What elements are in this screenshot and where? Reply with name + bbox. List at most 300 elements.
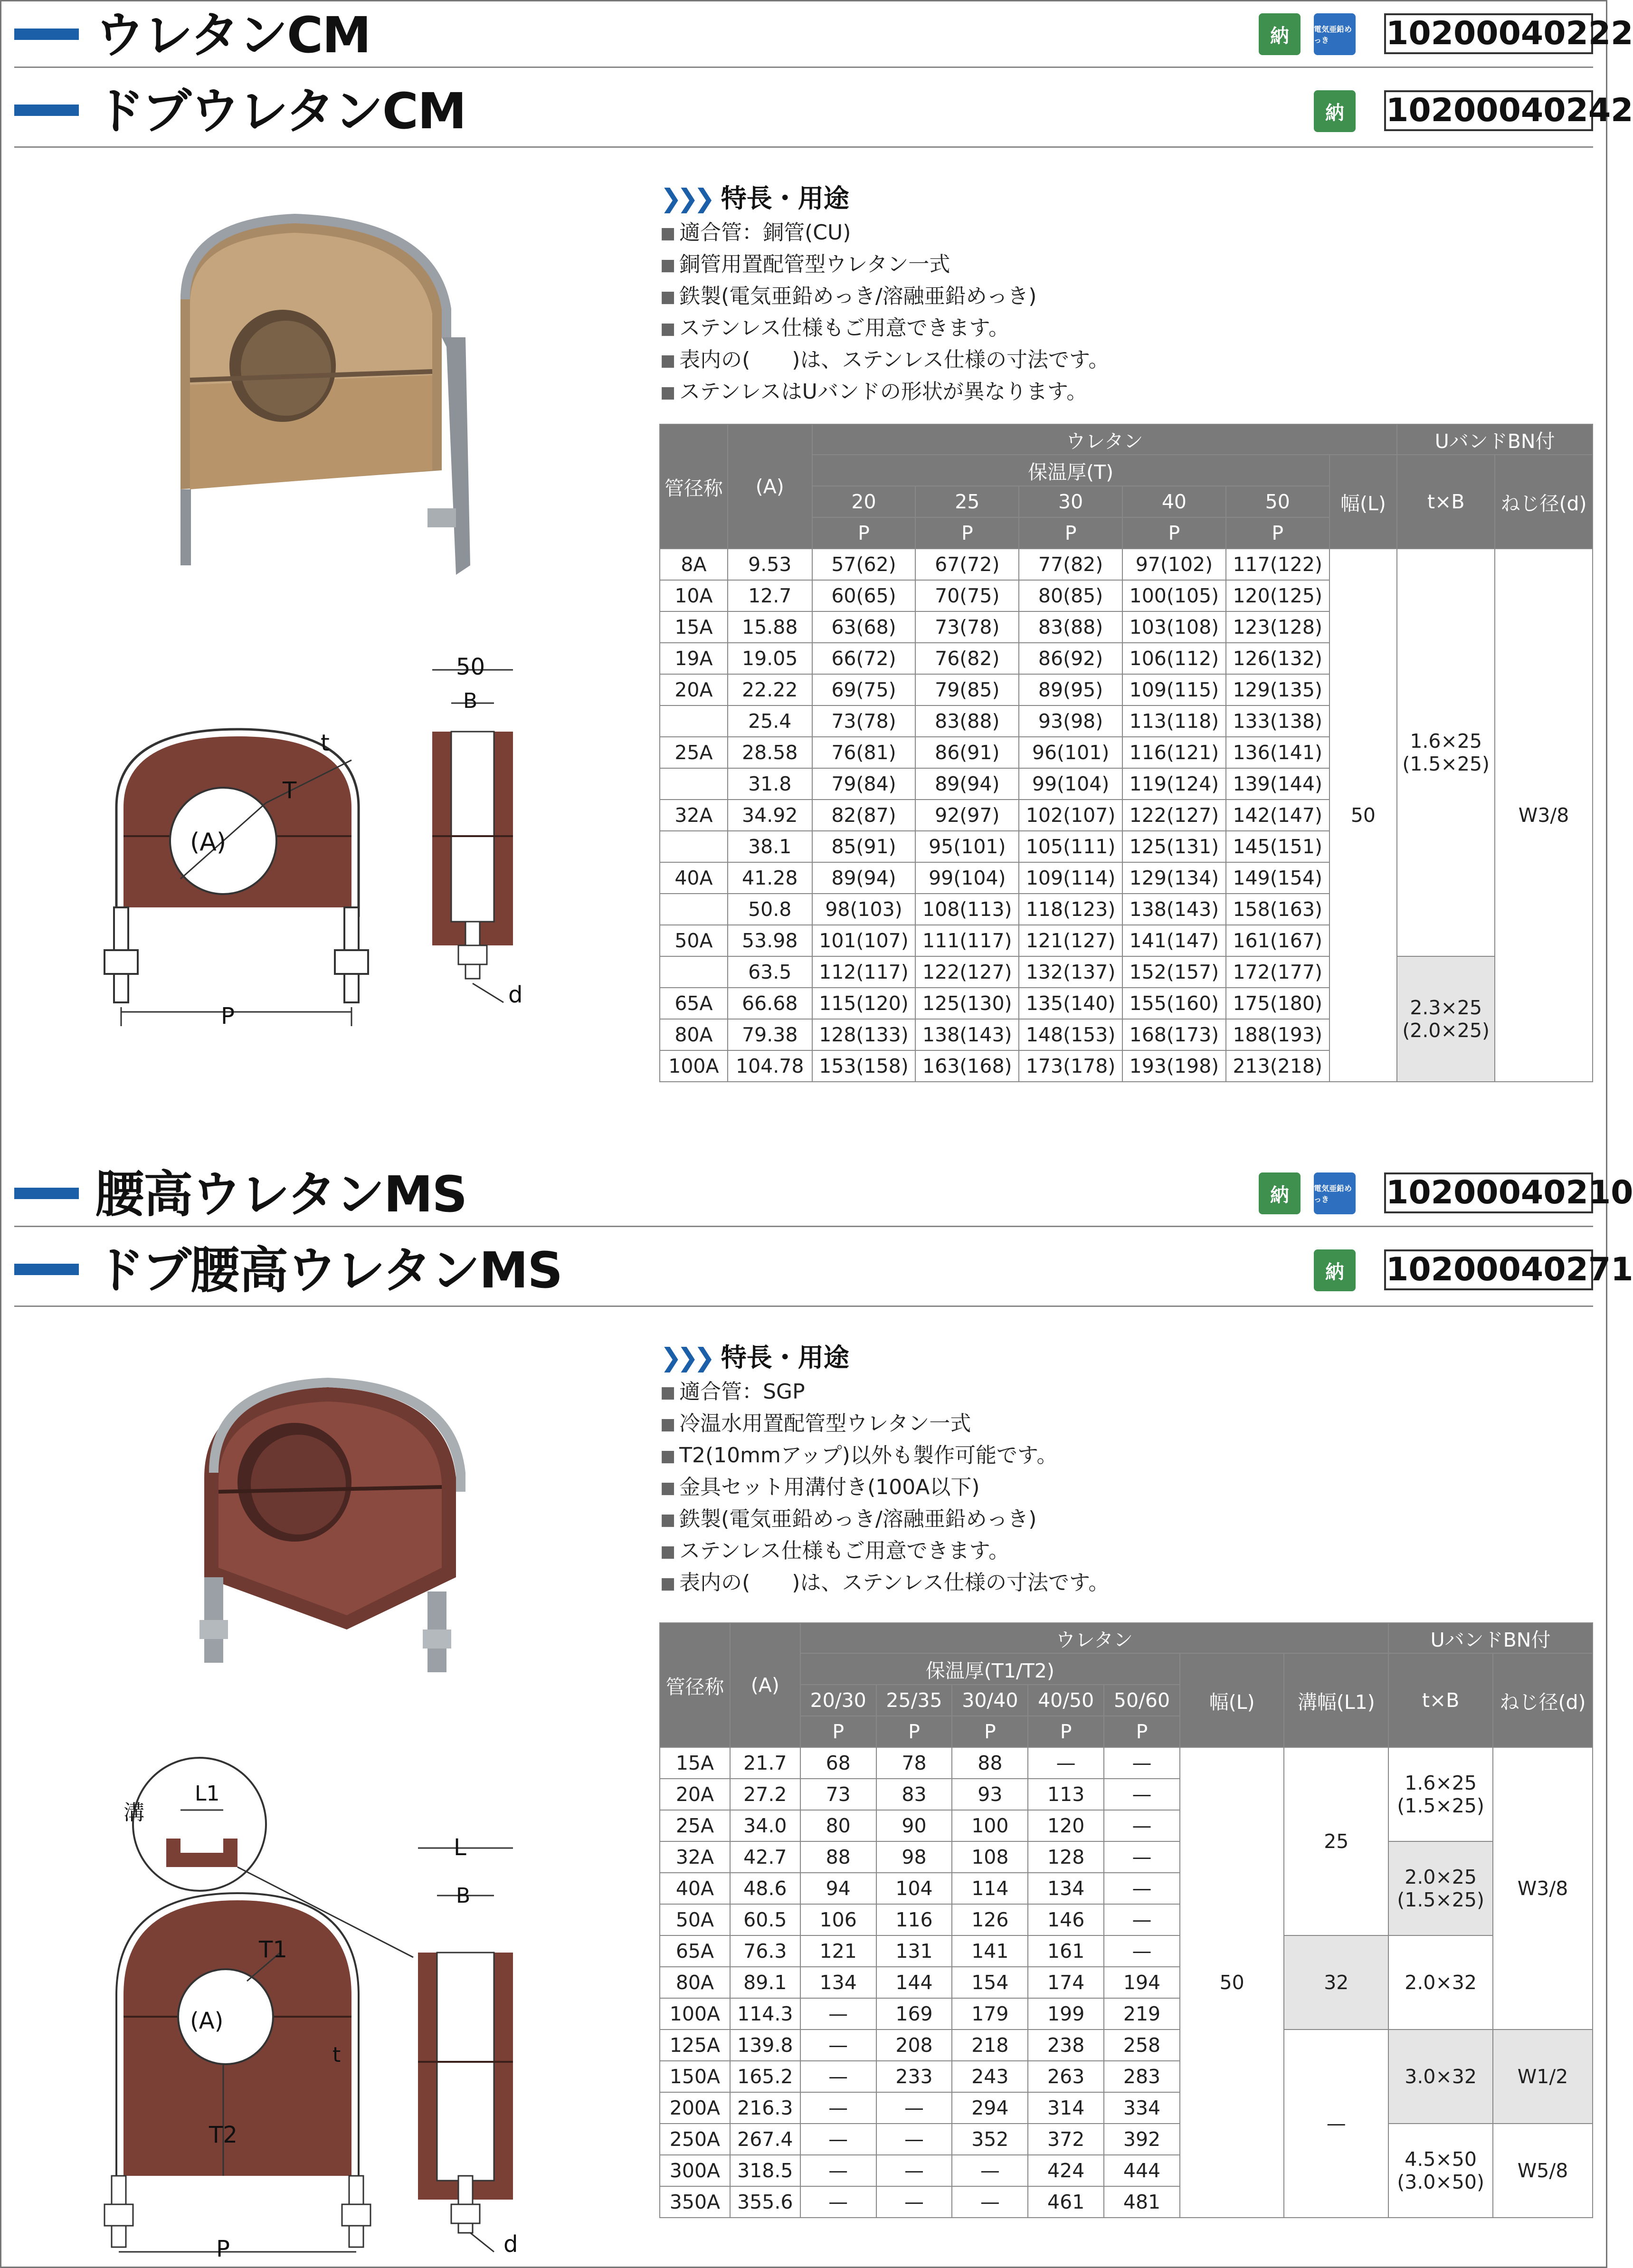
feature-item: ■ 冷温水用置配管型ウレタン一式 — [660, 1408, 1109, 1440]
groove-cell: 32 — [1284, 1935, 1388, 2030]
features-list-1 — [660, 183, 1109, 408]
svg-text:L1: L1 — [195, 1782, 220, 1806]
thread-cell: W3/8 — [1495, 549, 1593, 1082]
svg-text:d: d — [508, 982, 523, 1008]
header-txb: t×B — [1397, 455, 1495, 549]
table-cell: 352 — [952, 2124, 1028, 2155]
table-cell: 128(133) — [812, 1019, 916, 1050]
p-col: P — [915, 517, 1019, 549]
table-row — [660, 549, 1593, 580]
feature-item: ■ ステンレスはUバンドの形状が異なります。 — [660, 376, 1109, 408]
table-cell: 109(115) — [1122, 674, 1226, 705]
txb-stainless: (2.0×25) — [1402, 1019, 1490, 1042]
table-cell: 100A — [660, 1998, 730, 2030]
table-cell: 334 — [1104, 2092, 1180, 2124]
table-cell: 63(68) — [812, 611, 916, 643]
table-cell: 104.78 — [728, 1050, 812, 1082]
delivery-icon: 納 — [1314, 1249, 1356, 1291]
table-cell: 101(107) — [812, 925, 916, 956]
table-cell: 96(101) — [1019, 737, 1122, 768]
product-code: 10200040242 — [1384, 90, 1593, 131]
table-cell: 70(75) — [915, 580, 1019, 611]
table-cell: 121 — [800, 1935, 876, 1967]
thickness-col: 50 — [1226, 486, 1329, 517]
header-thread: ねじ径(d) — [1495, 455, 1593, 549]
thickness-col: 40 — [1122, 486, 1226, 517]
table-cell: 68 — [800, 1747, 876, 1779]
thickness-col: 20/30 — [800, 1685, 876, 1716]
table-row — [660, 1841, 1593, 1873]
table-cell: — — [1104, 1810, 1180, 1841]
width-cell: 50 — [1180, 1747, 1284, 2218]
product-photo-urethane-cm — [161, 204, 484, 584]
thickness-col: 40/50 — [1028, 1685, 1104, 1716]
table-cell: 83 — [876, 1779, 952, 1810]
table-cell: 123(128) — [1226, 611, 1329, 643]
table-cell: 153(158) — [812, 1050, 916, 1082]
table-cell: 90 — [876, 1810, 952, 1841]
table-cell: 106(112) — [1122, 643, 1226, 674]
table-cell: — — [800, 2186, 876, 2218]
feature-item: ■ 適合管：銅管(CU) — [660, 217, 1109, 249]
table-cell: 73(78) — [812, 705, 916, 737]
table-cell: 86(92) — [1019, 643, 1122, 674]
svg-text:T: T — [283, 777, 297, 804]
svg-text:B: B — [463, 689, 478, 713]
table-cell: 34.0 — [730, 1810, 800, 1841]
feature-item: ■ 表内の( )は、ステンレス仕様の寸法です。 — [660, 1567, 1109, 1599]
groove-cell: 25 — [1284, 1747, 1388, 1935]
txb-stainless: (1.5×25) — [1397, 1794, 1484, 1817]
table-row — [660, 1935, 1593, 1967]
table-cell: 314 — [1028, 2092, 1104, 2124]
table-cell: 161 — [1028, 1935, 1104, 1967]
table-cell: 132(137) — [1019, 956, 1122, 988]
table-cell: 392 — [1104, 2124, 1180, 2155]
table-cell: 32A — [660, 800, 728, 831]
table-cell: 199 — [1028, 1998, 1104, 2030]
p-col: P — [1104, 1716, 1180, 1747]
table-cell: 28.58 — [728, 737, 812, 768]
table-cell: 80 — [800, 1810, 876, 1841]
table-cell: 194 — [1104, 1967, 1180, 1998]
txb-cell — [1397, 956, 1495, 1082]
table-cell: — — [876, 2124, 952, 2155]
txb-value: 4.5×50 — [1405, 2148, 1477, 2171]
table-cell: 42.7 — [730, 1841, 800, 1873]
feature-item: ■ 鉄製(電気亜鉛めっき/溶融亜鉛めっき) — [660, 281, 1109, 313]
header-divider — [14, 1226, 1593, 1227]
table-cell: 88 — [800, 1841, 876, 1873]
header-bar — [14, 1264, 79, 1275]
table-cell: 115(120) — [812, 988, 916, 1019]
table-cell: 135(140) — [1019, 988, 1122, 1019]
table-cell: 79.38 — [728, 1019, 812, 1050]
feature-item: ■ 表内の( )は、ステンレス仕様の寸法です。 — [660, 344, 1109, 376]
table-cell: 31.8 — [728, 768, 812, 800]
txb-value: 1.6×25 — [1410, 730, 1482, 753]
table-cell: 78 — [876, 1747, 952, 1779]
table-cell: 19A — [660, 643, 728, 674]
table-cell: — — [800, 1998, 876, 2030]
table-cell: 48.6 — [730, 1873, 800, 1904]
product-code: 10200040222 — [1384, 13, 1593, 54]
table-cell: 38.1 — [728, 831, 812, 862]
p-col: P — [1019, 517, 1122, 549]
table-cell: 53.98 — [728, 925, 812, 956]
table-cell: 233 — [876, 2061, 952, 2092]
table-cell: 102(107) — [1019, 800, 1122, 831]
table-cell: — — [1104, 1747, 1180, 1779]
table-cell: 22.22 — [728, 674, 812, 705]
p-col: P — [812, 517, 916, 549]
table-cell: 12.7 — [728, 580, 812, 611]
txb-cell — [1388, 1747, 1493, 1841]
dimension-diagram-ms — [95, 1758, 551, 2261]
table-cell: 32A — [660, 1841, 730, 1873]
p-col: P — [952, 1716, 1028, 1747]
table-cell: 139(144) — [1226, 768, 1329, 800]
table-cell: 136(141) — [1226, 737, 1329, 768]
table-cell: — — [1104, 1904, 1180, 1935]
table-cell: 200A — [660, 2092, 730, 2124]
table-cell: 9.53 — [728, 549, 812, 580]
product-title: 腰高ウレタンMS — [95, 1165, 467, 1223]
dimension-diagram-front — [95, 727, 389, 1031]
table-cell: 179 — [952, 1998, 1028, 2030]
thickness-col: 30/40 — [952, 1685, 1028, 1716]
table-cell: 109(114) — [1019, 862, 1122, 894]
table-cell: 79(85) — [915, 674, 1019, 705]
table-cell: 40A — [660, 862, 728, 894]
table-cell: 165.2 — [730, 2061, 800, 2092]
txb-cell: 2.0×32 — [1388, 1935, 1493, 2030]
table-cell: — — [800, 2092, 876, 2124]
table-cell: 27.2 — [730, 1779, 800, 1810]
header-divider — [14, 67, 1593, 68]
table-cell: 139.8 — [730, 2030, 800, 2061]
txb-cell: 3.0×32 — [1388, 2030, 1493, 2124]
table-cell: 99(104) — [1019, 768, 1122, 800]
table-cell: 100(105) — [1122, 580, 1226, 611]
table-cell: 142(147) — [1226, 800, 1329, 831]
thickness-col: 30 — [1019, 486, 1122, 517]
table-cell: 113(118) — [1122, 705, 1226, 737]
table-cell: 66.68 — [728, 988, 812, 1019]
header-width: 幅(L) — [1180, 1653, 1284, 1747]
txb-stainless: (1.5×25) — [1402, 753, 1490, 775]
table-cell: 158(163) — [1226, 894, 1329, 925]
table-cell — [660, 831, 728, 862]
table-cell: 114 — [952, 1873, 1028, 1904]
table-cell: 144 — [876, 1967, 952, 1998]
table-cell: — — [1104, 1779, 1180, 1810]
table-cell: — — [800, 2061, 876, 2092]
table-cell: 133(138) — [1226, 705, 1329, 737]
table-cell: 154 — [952, 1967, 1028, 1998]
svg-text:50: 50 — [456, 654, 485, 680]
table-cell: 355.6 — [730, 2186, 800, 2218]
txb-stainless: (1.5×25) — [1397, 1888, 1484, 1911]
table-cell: — — [1104, 1935, 1180, 1967]
table-cell: 263 — [1028, 2061, 1104, 2092]
header-divider — [14, 146, 1593, 148]
table-cell: 128 — [1028, 1841, 1104, 1873]
table-cell: 76(81) — [812, 737, 916, 768]
table-row — [660, 1747, 1593, 1779]
table-cell: 120(125) — [1226, 580, 1329, 611]
thread-cell: W1/2 — [1493, 2030, 1593, 2124]
header-urethane: ウレタン — [800, 1623, 1388, 1653]
table-cell: 89(94) — [812, 862, 916, 894]
txb-value: 2.3×25 — [1410, 996, 1482, 1019]
table-cell: 134 — [800, 1967, 876, 1998]
table-cell: 50A — [660, 925, 728, 956]
txb-cell — [1388, 1841, 1493, 1935]
feature-item: ■ 鉄製(電気亜鉛めっき/溶融亜鉛めっき) — [660, 1504, 1109, 1535]
table-cell: 258 — [1104, 2030, 1180, 2061]
table-cell: 193(198) — [1122, 1050, 1226, 1082]
table-cell: 318.5 — [730, 2155, 800, 2186]
spec-table-1 — [659, 424, 1593, 1082]
svg-text:(A): (A) — [190, 2008, 224, 2034]
table-cell: 125(131) — [1122, 831, 1226, 862]
table-cell: 65A — [660, 988, 728, 1019]
table-cell: — — [952, 2186, 1028, 2218]
header-thickness: 保温厚(T1/T2) — [800, 1653, 1180, 1685]
table-cell: 424 — [1028, 2155, 1104, 2186]
table-cell: 80A — [660, 1967, 730, 1998]
table-cell: 73(78) — [915, 611, 1019, 643]
table-cell: — — [1104, 1873, 1180, 1904]
groove-cell: — — [1284, 2030, 1388, 2218]
table-cell: 129(134) — [1122, 862, 1226, 894]
header-thread: ねじ径(d) — [1493, 1653, 1593, 1747]
svg-text:T2: T2 — [209, 2122, 237, 2148]
table-cell: 141(147) — [1122, 925, 1226, 956]
table-cell: 108 — [952, 1841, 1028, 1873]
table-cell — [660, 705, 728, 737]
product-title: ウレタンCM — [95, 6, 370, 64]
table-cell — [660, 956, 728, 988]
table-cell: 131 — [876, 1935, 952, 1967]
header-a: (A) — [730, 1623, 800, 1747]
table-cell: 60(65) — [812, 580, 916, 611]
table-cell: 76(82) — [915, 643, 1019, 674]
svg-text:T1: T1 — [259, 1936, 287, 1963]
svg-text:溝: 溝 — [123, 1801, 144, 1825]
table-cell: 113 — [1028, 1779, 1104, 1810]
table-cell: 111(117) — [915, 925, 1019, 956]
table-cell: 15A — [660, 1747, 730, 1779]
table-cell: 125(130) — [915, 988, 1019, 1019]
table-cell: 63.5 — [728, 956, 812, 988]
table-cell: 25A — [660, 1810, 730, 1841]
table-cell: 175(180) — [1226, 988, 1329, 1019]
table-cell: 8A — [660, 549, 728, 580]
svg-text:t: t — [332, 2043, 341, 2067]
table-cell: 50A — [660, 1904, 730, 1935]
table-cell: 219 — [1104, 1998, 1180, 2030]
table-cell: 60.5 — [730, 1904, 800, 1935]
header-bar — [14, 105, 79, 116]
txb-cell — [1397, 549, 1495, 956]
table-cell: 168(173) — [1122, 1019, 1226, 1050]
table-cell: 174 — [1028, 1967, 1104, 1998]
table-cell: 117(122) — [1226, 549, 1329, 580]
header-txb: t×B — [1388, 1653, 1493, 1747]
table-cell: 106 — [800, 1904, 876, 1935]
feature-item: ■ 適合管：SGP — [660, 1376, 1109, 1408]
table-cell: 98 — [876, 1841, 952, 1873]
table-cell: 126 — [952, 1904, 1028, 1935]
table-cell: 92(97) — [915, 800, 1019, 831]
table-cell: 294 — [952, 2092, 1028, 2124]
table-cell: 150A — [660, 2061, 730, 2092]
table-cell: 20A — [660, 674, 728, 705]
feature-item: ■ 金具セット用溝付き(100A以下) — [660, 1472, 1109, 1504]
header-urethane: ウレタン — [812, 424, 1397, 455]
table-cell: — — [876, 2155, 952, 2186]
table-cell: 82(87) — [812, 800, 916, 831]
spec-table-2 — [659, 1622, 1593, 2218]
p-col: P — [1122, 517, 1226, 549]
table-row — [660, 2030, 1593, 2061]
svg-text:(A): (A) — [190, 828, 227, 857]
feature-item: ■ 銅管用置配管型ウレタン一式 — [660, 249, 1109, 281]
table-cell: 93 — [952, 1779, 1028, 1810]
table-cell: — — [800, 2155, 876, 2186]
table-cell: 25.4 — [728, 705, 812, 737]
table-cell: 461 — [1028, 2186, 1104, 2218]
table-cell: 41.28 — [728, 862, 812, 894]
table-cell: 238 — [1028, 2030, 1104, 2061]
table-cell: 97(102) — [1122, 549, 1226, 580]
table-cell: 243 — [952, 2061, 1028, 2092]
table-cell: 120 — [1028, 1810, 1104, 1841]
table-cell: 100 — [952, 1810, 1028, 1841]
header-thickness: 保温厚(T) — [812, 455, 1329, 486]
table-cell: 67(72) — [915, 549, 1019, 580]
delivery-icon: 納 — [1259, 13, 1301, 55]
table-cell: 100A — [660, 1050, 728, 1082]
p-col: P — [876, 1716, 952, 1747]
table-cell: 149(154) — [1226, 862, 1329, 894]
table-cell: 146 — [1028, 1904, 1104, 1935]
table-cell: 86(91) — [915, 737, 1019, 768]
table-cell: — — [952, 2155, 1028, 2186]
p-col: P — [800, 1716, 876, 1747]
table-cell: 250A — [660, 2124, 730, 2155]
table-cell: 88 — [952, 1747, 1028, 1779]
features-title: ❯❯❯ 特長・用途 — [660, 183, 849, 213]
svg-text:P: P — [221, 1003, 235, 1029]
table-cell: 94 — [800, 1873, 876, 1904]
table-cell: 134 — [1028, 1873, 1104, 1904]
header-groove: 溝幅(L1) — [1284, 1653, 1388, 1747]
svg-text:L: L — [454, 1834, 466, 1861]
table-cell: 20A — [660, 1779, 730, 1810]
table-cell: 83(88) — [915, 705, 1019, 737]
txb-value: 2.0×25 — [1405, 1866, 1477, 1888]
table-cell: 57(62) — [812, 549, 916, 580]
table-cell: 125A — [660, 2030, 730, 2061]
table-cell: 126(132) — [1226, 643, 1329, 674]
table-cell: 108(113) — [915, 894, 1019, 925]
table-cell: 300A — [660, 2155, 730, 2186]
table-cell: 213(218) — [1226, 1050, 1329, 1082]
width-cell: 50 — [1329, 549, 1397, 1082]
table-cell: 103(108) — [1122, 611, 1226, 643]
thickness-col: 50/60 — [1104, 1685, 1180, 1716]
table-cell: 163(168) — [915, 1050, 1019, 1082]
header-a: (A) — [728, 424, 812, 549]
delivery-icon: 納 — [1259, 1172, 1301, 1214]
galvanized-icon: 電気亜鉛めっき — [1314, 13, 1356, 55]
table-cell: 152(157) — [1122, 956, 1226, 988]
table-cell: 15.88 — [728, 611, 812, 643]
table-cell: 34.92 — [728, 800, 812, 831]
product-title: ドブ腰高ウレタンMS — [95, 1241, 562, 1299]
table-cell: — — [1028, 1747, 1104, 1779]
table-cell: 95(101) — [915, 831, 1019, 862]
table-row — [660, 956, 1593, 988]
galvanized-icon: 電気亜鉛めっき — [1314, 1172, 1356, 1214]
table-cell: 122(127) — [915, 956, 1019, 988]
table-cell: — — [1104, 1841, 1180, 1873]
table-cell: 77(82) — [1019, 549, 1122, 580]
feature-item: ■ ステンレス仕様もご用意できます。 — [660, 1535, 1109, 1567]
table-cell: 85(91) — [812, 831, 916, 862]
table-cell: 172(177) — [1226, 956, 1329, 988]
table-cell: 99(104) — [915, 862, 1019, 894]
table-cell: 112(117) — [812, 956, 916, 988]
product-code: 10200040210 — [1384, 1172, 1593, 1213]
txb-stainless: (3.0×50) — [1397, 2171, 1484, 2193]
svg-text:B: B — [456, 1884, 471, 1908]
table-cell: 119(124) — [1122, 768, 1226, 800]
table-cell: 89.1 — [730, 1967, 800, 1998]
table-cell: 169 — [876, 1998, 952, 2030]
table-cell: 76.3 — [730, 1935, 800, 1967]
table-cell: 138(143) — [915, 1019, 1019, 1050]
txb-value: 1.6×25 — [1405, 1772, 1477, 1794]
thread-cell: W3/8 — [1493, 1747, 1593, 2030]
table-cell: 444 — [1104, 2155, 1180, 2186]
table-cell: 104 — [876, 1873, 952, 1904]
table-cell: — — [876, 2092, 952, 2124]
table-cell: 25A — [660, 737, 728, 768]
product-title: ドブウレタンCM — [95, 82, 466, 140]
txb-cell — [1388, 2124, 1493, 2218]
table-cell: 145(151) — [1226, 831, 1329, 862]
table-cell: 216.3 — [730, 2092, 800, 2124]
feature-item: ■ ステンレス仕様もご用意できます。 — [660, 313, 1109, 344]
table-cell: 129(135) — [1226, 674, 1329, 705]
table-cell: 40A — [660, 1873, 730, 1904]
table-cell: 21.7 — [730, 1747, 800, 1779]
table-cell: 79(84) — [812, 768, 916, 800]
table-cell: 118(123) — [1019, 894, 1122, 925]
p-col: P — [1226, 517, 1329, 549]
table-cell: 267.4 — [730, 2124, 800, 2155]
header-divider — [14, 1306, 1593, 1307]
table-cell: 10A — [660, 580, 728, 611]
table-cell: 65A — [660, 1935, 730, 1967]
table-cell: 69(75) — [812, 674, 916, 705]
table-cell: 122(127) — [1122, 800, 1226, 831]
table-cell: 218 — [952, 2030, 1028, 2061]
